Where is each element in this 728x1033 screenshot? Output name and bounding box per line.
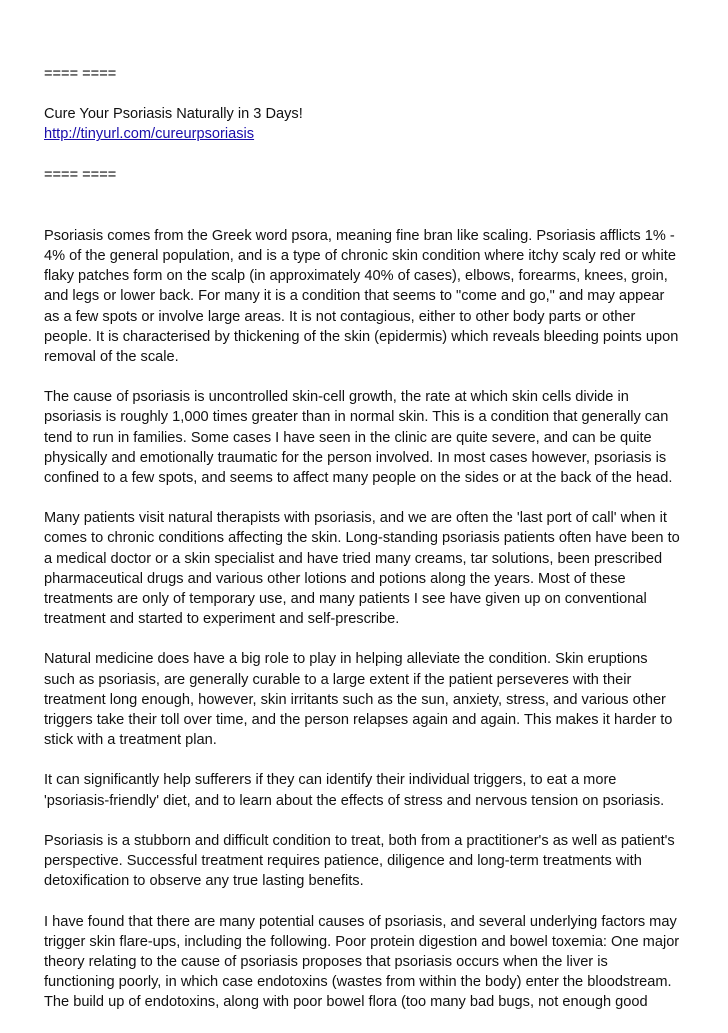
paragraph-line: trigger skin flare-ups, including the following. Poor protein digestion and bowel toxemia: One major <box>44 933 680 950</box>
spacer <box>44 185 694 226</box>
paragraph-2 <box>44 387 694 488</box>
paragraph-line: functioning poorly, in which case endotoxins (wastes from within the body) enter the bloodstream. <box>44 974 672 991</box>
paragraph-line: Many patients visit natural therapists with psoriasis, and we are often the 'last port of call' when it <box>44 510 667 527</box>
paragraph-line: theory relating to the cause of psoriasis proposes that psoriasis occurs when the liver is <box>44 953 608 970</box>
paragraph-5 <box>44 770 694 810</box>
document-page <box>44 64 694 1033</box>
paragraph-1 <box>44 226 694 367</box>
paragraph-line: It can significantly help sufferers if they can identify their individual triggers, to eat a more <box>44 772 617 789</box>
paragraph-line: The cause of psoriasis is uncontrolled skin-cell growth, the rate at which skin cells divide in <box>44 389 629 406</box>
paragraph-4 <box>44 649 694 750</box>
paragraph-line: treatment long enough, however, skin irritants such as the sun, anxiety, stress, and various other <box>44 691 666 708</box>
paragraph-line: Natural medicine does have a big role to play in helping alleviate the condition. Skin eruptions <box>44 651 648 668</box>
paragraph-line: such as psoriasis, are generally curable to a large extent if the patient perseveres with their <box>44 671 632 688</box>
paragraph-line: confined to a few spots, and seems to affect many people on the sides or at the back of the head. <box>44 470 673 487</box>
paragraph-line: detoxification to observe any true lasting benefits. <box>44 873 364 890</box>
paragraph-line: a medical doctor or a skin specialist and have tried many creams, tar solutions, been prescribed <box>44 550 663 567</box>
paragraph-line: Psoriasis comes from the Greek word psora, meaning fine bran like scaling. Psoriasis afflicts 1% - <box>44 227 675 244</box>
paragraph-line: Psoriasis is a stubborn and difficult condition to treat, both from a practitioner's as well as patient's <box>44 832 675 849</box>
paragraph-line: as a few spots or involve large areas. It is not contagious, either to other body parts or other <box>44 308 636 325</box>
paragraph-line: flaky patches form on the scalp (in approximately 40% of cases), elbows, forearms, knees, groin, <box>44 268 668 285</box>
paragraph-line: people. It is characterised by thickening of the skin (epidermis) which reveals bleeding points upon <box>44 328 679 345</box>
paragraph-line: perspective. Successful treatment requires patience, diligence and long-term treatments with <box>44 853 642 870</box>
paragraph-line: 4% of the general population, and is a type of chronic skin condition where itchy scaly red or white <box>44 248 676 265</box>
paragraph-line: removal of the scale. <box>44 349 179 366</box>
paragraph-3 <box>44 508 694 629</box>
separator-bottom: ==== ==== <box>44 166 117 183</box>
paragraph-line: treatment and started to experiment and self-prescribe. <box>44 611 400 628</box>
promo-link[interactable]: http://tinyurl.com/cureurpsoriasis <box>44 126 255 143</box>
paragraph-line: physically and emotionally traumatic for the person involved. In most cases however, psoriasis is <box>44 449 667 466</box>
paragraph-line: 'psoriasis-friendly' diet, and to learn about the effects of stress and nervous tension on psoriasis. <box>44 792 665 809</box>
paragraph-line: comes to chronic conditions affecting the skin. Long-standing psoriasis patients often have been to <box>44 530 680 547</box>
article-body <box>44 226 694 1013</box>
article-title: Cure Your Psoriasis Naturally in 3 Days! <box>44 106 303 123</box>
paragraph-line: tend to run in families. Some cases I have seen in the clinic are quite severe, and can be quite <box>44 429 652 446</box>
paragraph-line: pharmaceutical drugs and various other lotions and potions along the years. Most of these <box>44 570 626 587</box>
paragraph-line: and legs or lower back. For many it is a condition that seems to "come and go," and may appear <box>44 288 665 305</box>
paragraph-6 <box>44 831 694 892</box>
paragraph-7 <box>44 912 694 1013</box>
paragraph-line: triggers take their toll over time, and the person relapses again and again. This makes it harder to <box>44 712 673 729</box>
spacer <box>44 145 694 165</box>
paragraph-line: treatments are only of temporary use, and many patients I see have given up on conventional <box>44 591 647 608</box>
spacer <box>44 84 694 104</box>
separator-top: ==== ==== <box>44 66 117 82</box>
paragraph-line: psoriasis is roughly 1,000 times greater than in normal skin. This is a condition that generally can <box>44 409 669 426</box>
paragraph-line: stick with a treatment plan. <box>44 732 217 749</box>
paragraph-line: I have found that there are many potential causes of psoriasis, and several underlying factors may <box>44 913 677 930</box>
paragraph-line: The build up of endotoxins, along with poor bowel flora (too many bad bugs, not enough good <box>44 994 648 1011</box>
